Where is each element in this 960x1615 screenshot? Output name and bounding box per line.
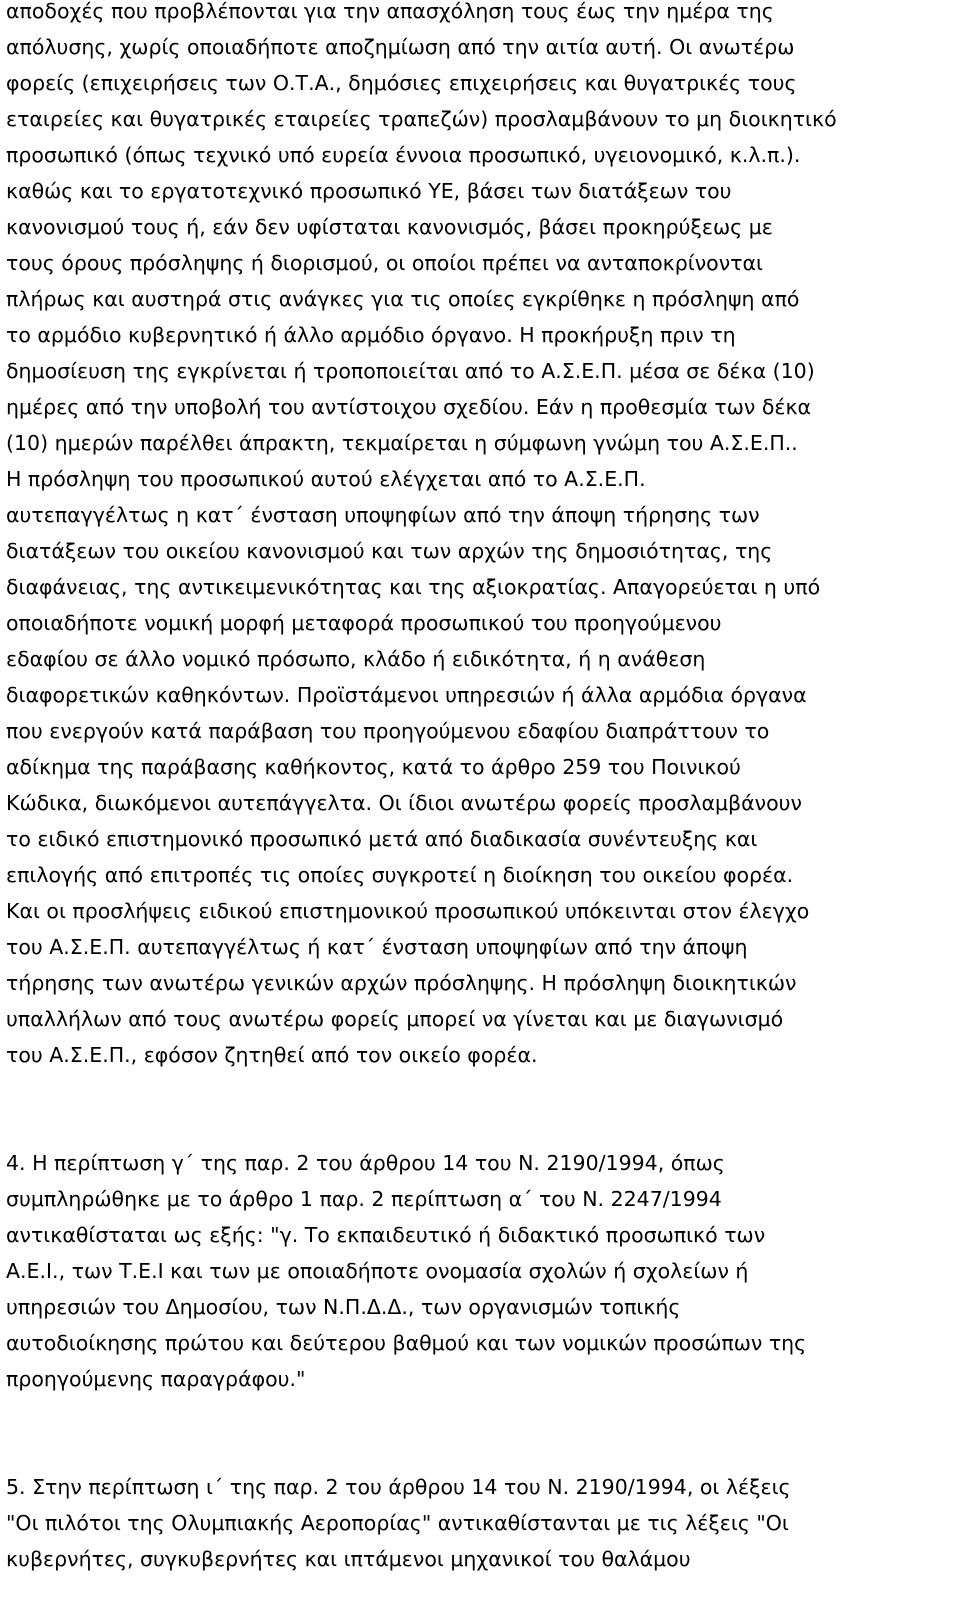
text-line: τήρησης των ανωτέρω γενικών αρχών πρόσληψης. Η πρόσληψη διοικητικών [6, 971, 797, 995]
text-line: κανονισμού τους ή, εάν δεν υφίσταται κανονισμός, βάσει προκηρύξεως με [6, 215, 773, 239]
text-line: του Α.Σ.Ε.Π., εφόσον ζητηθεί από τον οικείο φορέα. [6, 1043, 538, 1067]
text-line: 5. Στην περίπτωση ι΄ της παρ. 2 του άρθρου 14 του Ν. 2190/1994, οι λέξεις [6, 1475, 791, 1499]
text-line: το ειδικό επιστημονικό προσωπικό μετά από διαδικασία συνέντευξης και [6, 827, 758, 851]
text-line: κυβερνήτες, συγκυβερνήτες και ιπτάμενοι μηχανικοί του θαλάμου [6, 1547, 691, 1571]
paragraph-item-4 [6, 1145, 956, 1397]
text-line: διατάξεων του οικείου κανονισμού και των αρχών της δημοσιότητας, της [6, 539, 773, 563]
text-line: Κώδικα, διωκόμενοι αυτεπάγγελτα. Οι ίδιοι ανωτέρω φορείς προσλαμβάνουν [6, 791, 802, 815]
text-line: αυτοδιοίκησης πρώτου και δεύτερου βαθμού και των νομικών προσώπων της [6, 1331, 807, 1355]
text-line: 4. Η περίπτωση γ΄ της παρ. 2 του άρθρου 14 του Ν. 2190/1994, όπως [6, 1151, 725, 1175]
text-line: (10) ημερών παρέλθει άπρακτη, τεκμαίρεται η σύμφωνη γνώμη του Α.Σ.Ε.Π.. [6, 431, 798, 455]
text-line: υπαλλήλων από τους ανωτέρω φορείς μπορεί να γίνεται και με διαγωνισμό [6, 1007, 784, 1031]
text-line: το αρμόδιο κυβερνητικό ή άλλο αρμόδιο όργανο. Η προκήρυξη πριν τη [6, 323, 736, 347]
paragraph-personnel-hiring [6, 0, 956, 1073]
text-line: υπηρεσιών του Δημοσίου, των Ν.Π.Δ.Δ., των οργανισμών τοπικής [6, 1295, 681, 1319]
text-line: προηγούμενης παραγράφου." [6, 1367, 306, 1391]
text-line: εδαφίου σε άλλο νομικό πρόσωπο, κλάδο ή ειδικότητα, ή η ανάθεση [6, 647, 706, 671]
text-line: Η πρόσληψη του προσωπικού αυτού ελέγχεται από το Α.Σ.Ε.Π. [6, 467, 646, 491]
text-line: συμπληρώθηκε με το άρθρο 1 παρ. 2 περίπτωση α΄ του Ν. 2247/1994 [6, 1187, 722, 1211]
text-line: δημοσίευση της εγκρίνεται ή τροποποιείται από το Α.Σ.Ε.Π. μέσα σε δέκα (10) [6, 359, 815, 383]
text-line: διαφάνειας, της αντικειμενικότητας και της αξιοκρατίας. Απαγορεύεται η υπό [6, 575, 821, 599]
text-line: "Οι πιλότοι της Ολυμπιακής Αεροπορίας" αντικαθίστανται με τις λέξεις "Οι [6, 1511, 789, 1535]
text-line: πλήρως και αυστηρά στις ανάγκες για τις οποίες εγκρίθηκε η πρόσληψη από [6, 287, 800, 311]
text-line: Και οι προσλήψεις ειδικού επιστημονικού προσωπικού υπόκεινται στον έλεγχο [6, 899, 810, 923]
text-line: διαφορετικών καθηκόντων. Προϊστάμενοι υπηρεσιών ή άλλα αρμόδια όργανα [6, 683, 807, 707]
text-line: αδίκημα της παράβασης καθήκοντος, κατά το άρθρο 259 του Ποινικού [6, 755, 741, 779]
text-line: του Α.Σ.Ε.Π. αυτεπαγγέλτως ή κατ΄ ένσταση υποψηφίων από την άποψη [6, 935, 748, 959]
text-line: απόλυσης, χωρίς οποιαδήποτε αποζημίωση από την αιτία αυτή. Οι ανωτέρω [6, 35, 795, 59]
text-line: τους όρους πρόσληψης ή διορισμού, οι οποίοι πρέπει να ανταποκρίνονται [6, 251, 763, 275]
paragraph-spacer [6, 1397, 956, 1469]
text-line: οποιαδήποτε νομική μορφή μεταφορά προσωπικού του προηγούμενου [6, 611, 722, 635]
text-line: καθώς και το εργατοτεχνικό προσωπικό ΥΕ, βάσει των διατάξεων του [6, 179, 732, 203]
document-page [6, 0, 956, 1577]
text-line: αντικαθίσταται ως εξής: "γ. Το εκπαιδευτικό ή διδακτικό προσωπικό των [6, 1223, 766, 1247]
paragraph-spacer [6, 1073, 956, 1145]
paragraph-item-5 [6, 1469, 956, 1577]
text-line: αποδοχές που προβλέπονται για την απασχόληση τους έως την ημέρα της [6, 0, 774, 23]
text-line: φορείς (επιχειρήσεις των Ο.Τ.Α., δημόσιες επιχειρήσεις και θυγατρικές τους [6, 71, 797, 95]
text-line: αυτεπαγγέλτως η κατ΄ ένσταση υποψηφίων από την άποψη τήρησης των [6, 503, 760, 527]
text-line: επιλογής από επιτροπές τις οποίες συγκροτεί η διοίκηση του οικείου φορέα. [6, 863, 794, 887]
text-line: Α.Ε.Ι., των Τ.Ε.Ι και των με οποιαδήποτε ονομασία σχολών ή σχολείων ή [6, 1259, 749, 1283]
text-line: εταιρείες και θυγατρικές εταιρείες τραπεζών) προσλαμβάνουν το μη διοικητικό [6, 107, 837, 131]
text-line: προσωπικό (όπως τεχνικό υπό ευρεία έννοια προσωπικό, υγειονομικό, κ.λ.π.). [6, 143, 801, 167]
text-line: ημέρες από την υποβολή του αντίστοιχου σχεδίου. Εάν η προθεσμία των δέκα [6, 395, 812, 419]
text-line: που ενεργούν κατά παράβαση του προηγούμενου εδαφίου διαπράττουν το [6, 719, 770, 743]
